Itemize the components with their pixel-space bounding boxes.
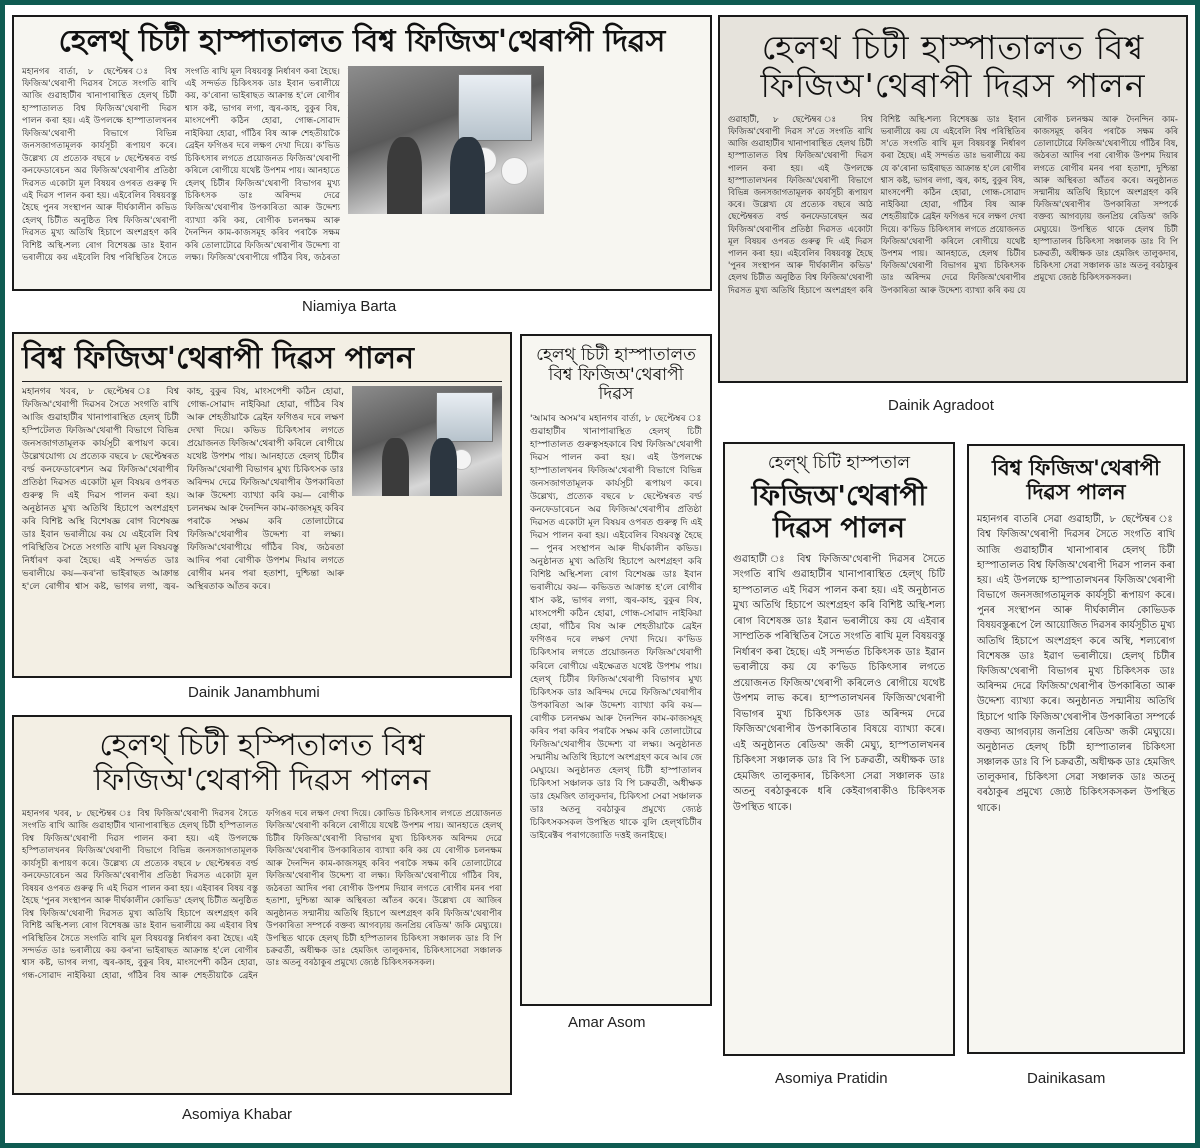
clipping-body: গুৱাহাটী, ৮ ছেপ্টেম্বৰ ঃ বিশ্ব ফিজিঅ'থেৰাপী দিৱস স'তে সংগতি ৰাখি আজি গুৱাহাটীৰ খানাপাৰাস্থিত হেলথ চিটী হাস্পাতালত বিশ্ব ফিজিঅ'থেৰাপী দিৱস পালন কৰা হয়। এই উপলক্ষে হাস্পাতালখনৰ ফিজিঅ'থেৰাপী বিভাগে বিভিন্ন জনসজাগতামূলক কাৰ্যসূচী ৰূপায়ণ কৰে। উল্লেখ্য যে প্ৰত্যেক বছৰে আঠ ছেপ্টেম্বৰত বৰ্ল্ড কনফেডাৰেছন অৱ ফিজিঅ'থেৰাপীৰ প্ৰতিষ্ঠা দিৱসত একোটা মূল বিষয়ৰ ওপৰত গুৰুত্ব দি এই দিৱস পালন কৰা হয়। এইবেলিৰ বিষয়বস্তু হৈছে 'পুনৰ সংস্থাপন আৰু দীৰ্ঘকালীন কভিড' হেলথ চিটীত অনুষ্ঠিত বিশ্ব ফিজিঅ'থেৰাপী দিৱসত মুখ্য অতিথি হিচাপে অংশগ্ৰহণ কৰি বিশিষ্ট অস্থি-শল্য বিশেষজ্ঞ ডাঃ ইবান ভৰালীয়ে কয় যে এইবেলি বিশ্ব পৰিস্থিতিৰ স'তে সংগতি ৰাখি মূল বিষয়বস্তু নিৰ্ধাৰণ কৰা হৈছে। এই সন্দৰ্ভত ডাঃ ভৰালীয়ে কয় যে ক'ৰোনা ভাইৰাছত আক্ৰান্ত হ'লে ৰোগীৰ শ্বাস কষ্ট, ভাগৰ লগা, জ্বৰ, কাহ, বুকুৰ বিষ, মাংসপেশী কঠিন হোৱা, গোন্ধ-সোৱাদ নাইকিয়া হোৱা, গাঁঠিৰ বিষ আৰু শেহতীয়াকৈ ব্ৰেইন ফগিঙৰ দৰে লক্ষণ দেখা দিয়ে। ক'ভিড চিকিৎসাৰ লগতে প্ৰয়োজনত ফিজিঅ'থেৰাপী কৰিলে ৰোগীয়ে যথেষ্ট উপশম পায়। আনহাতে, হেলথ চিটীৰ ফিজিঅ'থেৰাপী বিভাগৰ মুখ্য চিকিৎসক ডাঃ অৰিন্দম দেৱে ফিজিঅ'থেৰাপীৰ উপকাৰিতা আৰু উদ্দেশ্য ব্যাখ্যা কৰি কয় যে ৰোগীক চলনক্ষম আৰু দৈনন্দিন কাম-কাজসমূহ কৰিব পৰাকৈ সক্ষম কৰি তোলাটোৱে ফিজিঅ'থেৰাপীয়ে গাঁঠিৰ বিষ, জঠৰতা আদিৰ পৰা ৰোগীক উপশম দিয়াৰ লগতে ৰোগীৰ মনৰ পৰা হতাশা, দুশ্চিন্তা আৰু অস্থিৰতা আঁতৰ কৰে। অনুষ্ঠানত সন্মানীয় অতিথি হিচাপে অংশগ্ৰহণ কৰি ফিজিঅ'থেৰাপীৰ উপকাৰিতা সম্পৰ্কে বক্তব্য আগবঢ়ায় জনপ্ৰিয় ৰেডিঅ' জকি মেঘ্যুয়ে। উপস্থিত থাকে হেলথ চিটী হাস্পাতালৰ চিকিৎসা সঞ্চালক ডাঃ বি পি চক্ৰৱৰ্তী, অধীক্ষক ডাঃ হেমজিৎ তালুকদাৰ, চিকিৎসা সেৱা সঞ্চালক ডাঃ অতনু বৰঠাকুৰ প্ৰমুখ্যে জ্যেষ্ঠ চিকিৎসকসকল। <box>728 113 1178 295</box>
clipping-body-continued <box>552 66 702 276</box>
clipping-asomiya-khabar <box>12 715 512 1095</box>
clipping-body: মহানগৰ বাৰ্তা, ৮ ছেপ্টেম্বৰ ঃ বিশ্ব ফিজিঅ'থেৰাপী দিৱসৰ সৈতে সংগতি ৰাখি আজি গুৱাহাটীৰ খানাপাৰাস্থিত হেলথ্‌ চিটী হাস্পাতালত বিশ্ব ফিজিঅ'থেৰাপী দিৱস পালন কৰা হয়। এই উপলক্ষে হাস্পাতালখনৰ ফিজিঅ'থেৰাপী বিভাগে বিভিন্ন জনসজাগতামূলক কাৰ্যসূচী ৰূপায়ণ কৰে। উল্লেখ্য যে প্ৰত্যেক বছৰে ৮ ছেপ্টেম্বৰত বৰ্ল্ড কনফেডাৰেচন অৱ ফিজিঅ'থেৰাপীৰ প্ৰতিষ্ঠা দিৱসত একোটা মূল বিষয়ৰ ওপৰত গুৰুত্ব দি এই দিৱস পালন কৰা হয়। এইবেলিৰ বিষয়বস্তু হৈছে পুনৰ সংস্থাপন আৰু দীৰ্ঘকালীন কভিড হেলথ্‌ চিটীত অনুষ্ঠিত বিশ্ব ফিজিঅ'থেৰাপী দিৱসত মুখ্য অতিথি হিচাপে অংশগ্ৰহণ কৰি বিশিষ্ট অস্থি-শল্য ৰোগ বিশেষজ্ঞ ডাঃ ইবান ভৰালীয়ে কয় এইবেলি বিশ্ব পৰিস্থিতিৰ সৈতে সংগতি ৰাখি মূল বিষয়বস্তু নিৰ্ধাৰণ কৰা হৈছে। এই সন্দৰ্ভত চিকিৎসক ডাঃ ইবান ভৰালীয়ে কয়, ক'ৰোনা ভাইৰাছত আক্ৰান্ত হ'লে ৰোগীৰ শ্বাস কষ্ট, ভাগৰ লগা, জ্বৰ-কাহ, বুকুৰ বিষ, মাংসপেশী কঠিন হোৱা, গোন্ধ-সোৱাদ নাইকিয়া হোৱা, গাঁঠিৰ বিষ আৰু শেহতীয়াকৈ ব্ৰেইন ফগিঙৰ দৰে লক্ষণ দেখা দিয়ে। ক'ভিড চিকিৎসাৰ লগতে প্ৰয়োজনত ফিজিঅ'থেৰাপী কৰিলে ৰোগীয়ে যথেষ্ট উপশম পায়। আনহাতে হেলথ্‌ চিটীৰ ফিজিঅ'থেৰাপী বিভাগৰ মুখ্য চিকিৎসক ডাঃ অৰিন্দম দেৱে ফিজিঅ'থেৰাপীৰ উপকাৰিতা আৰু উদ্দেশ্য ব্যাখ্যা কৰি কয়, ৰোগীক চলনক্ষম আৰু দৈনন্দিন কাম-কাজসমূহ কৰিব পৰাকৈ সক্ষম কৰি তোলাটোৱে ফিজিঅ'থেৰাপীৰ উদ্দেশ্য বা লক্ষ্য। ফিজিঅ'থেৰাপীয়ে গাঁঠিৰ বিষ, জঠৰতা <box>22 66 340 264</box>
caption-amar-asom: Amar Asom <box>568 1014 646 1031</box>
clipping-body: 'আমাৰ অসম'ৰ মহানগৰ বাৰ্তা, ৮ ছেপ্টেম্বৰ ঃ গুৱাহাটীৰ খানাপাৰাস্থিত হেলথ্‌ চিটী হাস্পাতালত গুৰুত্বসহকাৰে বিশ্ব ফিজিঅ'থেৰাপী দিৱস পালন কৰা হয়। এই উপলক্ষে হাস্পাতালখনৰ ফিজিঅ'থেৰাপী বিভাগে বিভিন্ন জনসজাগতামূলক কাৰ্যসূচী ৰূপায়ণ কৰে। উল্লেখ্য, প্ৰত্যেক বছৰে ৮ ছেপ্টেম্বৰত বৰ্ল্ড কনফেডাৰেচন অৱ ফিজিঅ'থেৰাপীৰ প্ৰতিষ্ঠা দিৱসত একোটা মূল বিষয়ৰ ওপৰত গুৰুত্ব দি এই দিৱস পালন কৰা হয়। এইবেলিৰ বিষয়বস্তু হৈছে— পুনৰ সংস্থাপন আৰু দীৰ্ঘকালীন কভিড। অনুষ্ঠানত মুখ্য অতিথি হিচাপে অংশগ্ৰহণ কৰি বিশিষ্ট অস্থি-শল্য ৰোগ বিশেষজ্ঞ ডাঃ ইবান ভৰালীয়ে কয়— কভিডত আক্ৰান্ত হ'লে ৰোগীৰ শ্বাস কষ্ট, ভাগৰ লগা, জ্বৰ-কাহ, বুকুৰ বিষ, মাংসপেশী কঠিন হোৱা, গোন্ধ-সোৱাদ নাইকিয়া হোৱা, গাঁঠিৰ বিষ আৰু শেহতীয়াকৈ ব্ৰেইন ফগিঙৰ দৰে লক্ষণ দেখা দিয়ে। ক'ভিড চিকিৎসাৰ লগতে প্ৰয়োজনত ফিজিঅ'থেৰাপী কৰিলে ৰোগীয়ে এইক্ষেত্ৰত যথেষ্ট উপশম পায়। হেলথ্‌ চিটীৰ ফিজিঅ'থেৰাপী বিভাগৰ মুখ্য চিকিৎসক ডাঃ অৰিন্দম দেৱে ফিজিঅ'থেৰাপীৰ উপকাৰিতা আৰু উদ্দেশ্য ব্যাখ্যা কৰি কয়— ৰোগীক চলনক্ষম আৰু দৈনন্দিন কাম-কাজসমূহ কৰিব পৰা কৰিব পৰাকৈ সক্ষম কৰি তোলাটোৱে ফিজিঅ'থেৰাপীৰ উদ্দেশ্য বা লক্ষ্য। অনুষ্ঠানত সন্মানীয় অতিথি হিচাপে অংশগ্ৰহণ কৰে আৰ জে মেঘ্যুয়ে। অনুষ্ঠানত হেলথ্‌ চিটী হাস্পাতালৰ চিকিৎসা সঞ্চালক ডাঃ বি পি চক্ৰৱৰ্তী, অধীক্ষক ডাঃ হেমজিৎ তালুকদাৰ, চিকিৎসা সেৱা সঞ্চালক ডাঃ অতনু বৰঠাকুৰ প্ৰমুখ্যে জ্যেষ্ঠ চিকিৎসকসকল উপস্থিত থাকে বুলি হেল্থচিটীৰ ডাইৰেক্টৰ পৰাগজ্যোতি দত্তই জনাইছে। <box>530 413 702 842</box>
clipping-body: মহানগৰ বাতৰি সেৱা গুৱাহাটী, ৮ ছেপ্টেম্বৰ ঃ বিশ্ব ফিজিঅ'থেৰাপী দিৱসৰ সৈতে সংগতি ৰাখি আজি গুৱাহাটীৰ খানাপাৰাৰ হেলথ্‌ চিটী হাস্পাতালত বিশ্ব ফিজিঅ'থেৰাপী দিৱস পালন কৰা হয়। এই উপলক্ষে হাস্পাতালখনৰ ফিজিঅ'থেৰাপী বিভাগে জনসজাগতামূলক কাৰ্যসূচী ৰূপায়ণ কৰে। পুনৰ সংস্থাপন আৰু দীৰ্ঘকালীন কোভিডক বিষয়বস্তুৰূপে লৈ আয়োজিত দিৱসৰ কাৰ্যসূচীত মুখ্য অতিথি হিচাপে অংশগ্ৰহণ কৰে অস্থি, শল্যৰোগ বিশেষজ্ঞ ডাঃ ইৱাণ ভৰালীয়ে। হেলথ্‌ চিটীৰ ফিজিঅ'থেৰাপী বিভাগৰ মুখ্য চিকিৎসক ডাঃ অৰিন্দম দেৱে ফিজিঅ'থেৰাপীৰ উপকাৰিতা আৰু উদ্দেশ্য ব্যাখ্যা কৰে। অনুষ্ঠানত সন্মানীয় অতিথি হিচাপে থাকি ফিজিঅ'থেৰাপীৰ উপকাৰিতা সম্পৰ্কে বক্তব্য আগবঢ়ায় জনপ্ৰিয় ৰেডিঅ' জকী মেঘ্যুয়ে। অনুষ্ঠানত হেলথ্‌ চিটী হাস্পাতালৰ চিকিৎসা সঞ্চালক ডাঃ বি পি চক্ৰৱৰ্তী, অধীক্ষক ডাঃ হেমজিৎ তালুকদাৰ, চিকিৎসা সেৱা সঞ্চালক ডাঃ অতনু বৰঠাকুৰ প্ৰমুখ্যে জ্যেষ্ঠ চিকিৎসকসকল উপস্থিত থাকে। <box>977 514 1175 814</box>
clipping-body: মহানগৰ খবৰ, ৮ ছেপ্টেম্বৰ ঃ বিশ্ব ফিজিঅ'থেৰাপী দিৱসৰ সৈতে সংগতি ৰাখি আজি গুৱাহাটীৰ খানাপাৰাস্থিত হেলথ্‌ চিটী হস্পিতালত বিশ্ব ফিজিঅ'থেৰাপী দিৱস পালন কৰা হয়। এই উপলক্ষে হস্পিতালখনৰ ফিজিঅ'থেৰাপী বিভাগে বিভিন্ন জনসজাগতামূলক কাৰ্যসূচী ৰূপায়ণ কৰে। উল্লেখ্য যে প্ৰত্যেক বছৰে ৮ ছেপ্টেম্বৰত বৰ্ল্ড কনফেডাৰেচন অৱ ফিজিঅ'থেৰাপীৰ প্ৰতিষ্ঠা দিৱসত একোটা মূল বিষয়ৰ ওপৰত গুৰুত্ব দি এই দিৱস পালন কৰা হয়। এইবাৰৰ বিষয় বস্তু হৈছে 'পুনৰ সংস্থাপন আৰু দীৰ্ঘকালীন কোভিড' হেলথ্‌ চিটীত অনুষ্ঠিত বিশ্ব ফিজিঅ'থেৰাপী দিৱসত মুখ্য অতিথি হিচাপে অংশগ্ৰহণ কৰি বিশিষ্ট অস্থি-শল্য ৰোগ বিশেষজ্ঞ ডাঃ ইবান ভৰালীয়ে কয় এইবাৰ বিশ্ব পৰিস্থিতিৰ সৈতে সংগতি ৰাখি মূল বিষয়বস্তু নিৰ্ধাৰণ কৰা হৈছে। এই সন্দৰ্ভত ডাঃ ভৰালীয়ে কয় কৰ'না ভাইৰাছত আক্ৰান্ত হ'লে ৰোগীৰ শ্বাস কষ্ট, ভাগৰ লগা, জ্বৰ-কাহ, বুকুৰ বিষ, মাংসপেশী কঠিন হোৱা, গন্ধ-সোৱাদ নাইকিয়া হোৱা, গাঁঠিৰ বিষ আৰু শেহতীয়াকৈ ব্ৰেইন ফগিঙৰ দৰে লক্ষণ দেখা দিয়ে। কোভিড চিকিৎসাৰ লগতে প্ৰয়োজনত ফিজিঅ'থেৰাপী কৰিলে ৰোগীয়ে যথেষ্ট উপশম পায়। আনহাতে হেলথ্‌ চিটীৰ ফিজিঅ'থেৰাপী বিভাগৰ মুখ্য চিকিৎসক অৰিন্দম দেৱে ফিজিঅ'থেৰাপীৰ উপকাৰিতাৰ ব্যাখ্যা কৰি কয় যে ৰোগীক চলনক্ষম আৰু দৈনন্দিন কাম-কাজসমূহ কৰিব পৰাকৈ সক্ষম কৰি তোলাটোৱে ফিজিঅ'থেৰাপীৰ উদ্দেশ্য বা লক্ষ্য। ফিজিঅ'থেৰাপীয়ে গাঁঠিৰ বিষ, জঠৰতা আদিৰ পৰা ৰোগীক উপশম দিয়াৰ লগতে ৰোগীৰ মনৰ পৰা হতাশা, দুশ্চিন্তা আৰু অস্থিৰতা আঁতৰ কৰে। উল্লেখ্য যে আজিৰ অনুষ্ঠানত সন্মানীয় অতিথি হিচাপে অংশগ্ৰহণ কৰি ফিজিঅ'থেৰাপীৰ উপকাৰিতা সম্পৰ্কে বক্তব্য আগবঢ়ায় জনপ্ৰিয় ৰেডিঅ' জকি মেঘ্যুয়ে। উপস্থিত থাকে হেলথ্‌ চিটী হস্পিতালৰ চিকিৎসা সঞ্চালক ডাঃ বি পি চক্ৰৱৰ্তী, অধীক্ষক ডাঃ হেমজিৎ তালুকদাৰ, চিকিৎসাসেৱা সঞ্চালক ডাঃ অতনু বৰঠাকুৰ প্ৰমুখ্যে জ্যেষ্ঠ চিকিৎসকসকল। <box>22 809 502 981</box>
caption-niamiya-barta: Niamiya Barta <box>302 298 397 315</box>
clipping-headline: হেলথ্‌ চিটী হাস্পাতালত বিশ্ব ফিজিঅ'থেৰাপী দিৱস <box>58 24 666 59</box>
event-photo <box>348 66 544 214</box>
clipping-body: মহানগৰ খবৰ, ৮ ছেপ্টেম্বৰ ঃ বিশ্ব ফিজিঅ'থেৰাপী দিৱসৰ সৈতে সংগতি ৰাখি আজি গুৱাহাটীৰ খানাপাৰাস্থিত হেলথ্‌ চিটী হস্পিটেলত ফিজিঅ'থেৰাপী বিভাগে বিভিন্ন জনসজাগতামূলক কাৰ্যসূচী ৰূপায়ণ কৰে। উল্লেখযোগ্য যে প্ৰত্যেক বছৰে ৮ ছেপ্টেম্বৰত বৰ্ল্ড কনফেডাৰেশ্যন অৱ ফিজিঅ'থেৰাপীৰ প্ৰতিষ্ঠা দিৱসত একোটা মূল বিষয়ৰ ওপৰত গুৰুত্ব দি এই দিৱস পালন কৰা হয়। অনুষ্ঠানত মুখ্য অতিথি হিচাপে অংশগ্ৰহণ কৰি বিশিষ্ট অস্থি বিশেষজ্ঞ ৰোগ বিশেষজ্ঞ ডাঃ ইবান ভৰালীয়ে কয় যে এইবেলি বিশ্ব পৰিস্থিতিৰ সৈতে সংগতি ৰাখি মূল বিষয়বস্তু নিৰ্ধাৰণ কৰা হৈছে। এই সন্দৰ্ভত ডাঃ ভৰালীয়ে কয়—কৰ'না ভাইৰাছত আক্ৰান্ত হ'লে ৰোগীৰ শ্বাস কষ্ট, ভাগৰ লগা, জ্বৰ-কাহ, বুকুৰ বিষ, মাংসপেশী কঠিন হোৱা, গোন্ধ-সোৱাদ নাইকিয়া হোৱা, গাঁঠিৰ বিষ আৰু শেহতীয়াকৈ ব্ৰেইন ফগিঙৰ দৰে লক্ষণ দেখা দিয়ে। কভিড চিকিৎসাৰ লগতে প্ৰয়োজনত ফিজিঅ'থেৰাপী কৰিলে ৰোগীয়ে যথেষ্ট উপশম পায়। আনহাতে হেলথ্‌ চিটীৰ ফিজিঅ'থেৰাপী বিভাগৰ মুখ্য চিকিৎসক ডাঃ অৰিন্দম দেৱে ফিজিঅ'থেৰাপীৰ উপকাৰিতা আৰু উদ্দেশ্য ব্যাখ্যা কৰি কয়— ৰোগীক চলনক্ষম আৰু দৈনন্দিন কাম-কাজসমূহ কৰিব পৰাকৈ সক্ষম কৰি তোলাটোৱে ফিজিঅ'থেৰাপীৰ উদ্দেশ্য বা লক্ষ্য। ফিজিঅ'থেৰাপীয়ে গাঁঠিৰ বিষ, জঠৰতা আদিৰ পৰা ৰোগীক উপশম দিয়াৰ লগতে ৰোগীৰ মনৰ পৰা হতাশা, দুশ্চিন্তা আৰু অস্থিৰতাক আঁতৰ কৰে। <box>22 386 344 593</box>
clipping-amar-asom <box>520 334 712 1006</box>
event-photo <box>352 386 502 496</box>
clipping-headline: হেলথ্‌ চিটী হাস্পাতালত বিশ্ব ফিজিঅ'থেৰাপী দিৱস <box>536 345 696 405</box>
caption-dainik-agradoot: Dainik Agradoot <box>888 397 994 414</box>
caption-dainikasam: Dainikasam <box>1027 1070 1106 1087</box>
clipping-dainik-janambhumi <box>12 332 512 678</box>
clipping-kicker: হেল্থ্‌ চিটি হাস্পতাল <box>767 453 911 473</box>
clipping-dainikasam <box>967 444 1185 1054</box>
clipping-headline: ফিজিঅ'থেৰাপী দিৱস পালন <box>751 478 927 544</box>
clipping-headline: বিশ্ব ফিজিঅ'থেৰাপী দিৱস পালন <box>991 456 1161 505</box>
clipping-headline: বিশ্ব ফিজিঅ'থেৰাপী দিৱস পালন <box>22 341 415 376</box>
caption-asomiya-pratidin: Asomiya Pratidin <box>775 1070 888 1087</box>
clipping-niamiya-barta <box>12 15 712 291</box>
caption-asomiya-khabar: Asomiya Khabar <box>182 1106 293 1123</box>
clipping-body: গুৱাহাটী ঃ বিশ্ব ফিজিঅ'থেৰাপী দিৱসৰ সৈতে সংগতি ৰাখি গুৱাহাটীৰ খানাপাৰাস্থিত হেল্থ্‌ চিটি হাস্পতালত এই দিৱস পালন কৰা হয়। এই অনুষ্ঠানত মুখ্য অতিথি হিচাপে অংশগ্ৰহণ কৰি বিশিষ্ট অস্থি-শল্য ৰোগ বিশেষজ্ঞ ডাঃ ইৱান ভৰালীয়ে কয় যে এইবাৰ সাম্প্ৰতিক পৰিস্থিতিৰ সৈতে সংগতি ৰাখি মূল বিষয়বস্তু নিৰ্ধাৰণ কৰা হৈছে। এই সন্দৰ্ভত চিকিৎসক ডাঃ ইৱান ভৰালীয়ে কয় যে ক'ভিড চিকিৎসাৰ লগতে প্ৰয়োজনত ফিজিঅ'থেৰাপী কৰিলেও ৰোগীয়ে যথেষ্ট উপশম লাভ কৰে। হাস্পতালখনৰ ফিজিঅ'থেৰাপী বিভাগৰ মুখ্য চিকিৎসক ডাঃ অৰিন্দম দেৱে ফিজিঅ'থেৰাপীৰ উপকাৰিতাৰ বিষয়ে ব্যাখ্যা কৰে। এই অনুষ্ঠানত ৰেডিঅ' জকী মেঘ্যু, হাস্পতালখনৰ চিকিৎসা সঞ্চালক ডাঃ বি পি চক্ৰৱৰ্তী, অধীক্ষক ডাঃ হেমজিৎ তালুকদাৰ, চিকিৎসা সেৱা সঞ্চালক ডাঃ অতনু বৰঠাকুৰকে ধৰি কেইবাগৰাকীও চিকিৎসক উপস্থিত থাকে। <box>733 553 945 813</box>
clipping-dainik-agradoot <box>718 15 1188 383</box>
clipping-headline: হেলথ্‌ চিটী হস্পিতালত বিশ্ব ফিজিঅ'থেৰাপী দিৱস পালন <box>93 728 431 798</box>
clipping-headline: হেলথ চিটী হাস্পাতালত বিশ্ব ফিজিঅ'থেৰাপী দিৱস পালন <box>760 28 1146 105</box>
clipping-asomiya-pratidin <box>723 442 955 1056</box>
caption-dainik-janambhumi: Dainik Janambhumi <box>188 684 320 701</box>
